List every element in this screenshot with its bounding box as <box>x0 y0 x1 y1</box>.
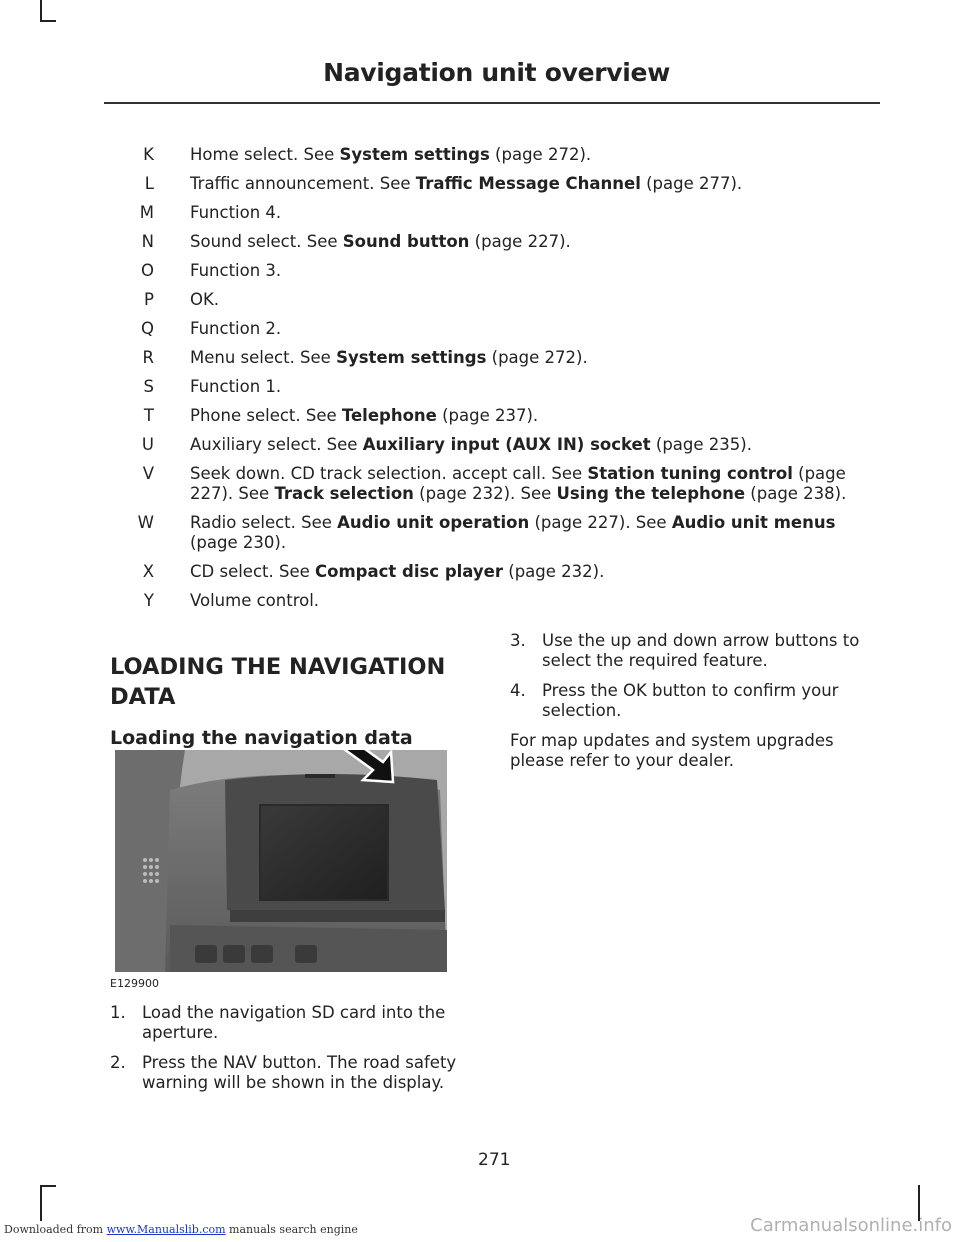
legend-description <box>190 319 880 339</box>
legend-text: (page 227). <box>469 232 571 251</box>
step-text: Load the navigation SD card into the aperture. <box>142 1003 446 1042</box>
cross-reference-link[interactable]: Using the telephone <box>556 484 746 503</box>
legend-text: Menu select. See <box>190 348 337 367</box>
image-code: E129900 <box>110 977 159 990</box>
cross-reference-link[interactable]: Auxiliary input (AUX IN) socket <box>362 435 651 454</box>
legend-text: (page 237). <box>436 406 539 425</box>
legend-row <box>104 319 884 339</box>
legend-description <box>190 261 880 281</box>
legend-description <box>190 591 880 611</box>
legend-key: U <box>141 435 154 454</box>
steps-right <box>510 631 880 721</box>
legend-key: S <box>143 377 154 396</box>
legend-key: Q <box>141 319 154 338</box>
legend-key: T <box>143 406 154 425</box>
legend-description <box>190 513 880 553</box>
legend-text: (page 232). <box>503 562 605 581</box>
title-rule <box>104 102 880 104</box>
crop-mark-top-left-horizontal <box>40 20 56 22</box>
legend-text: (page 272). <box>486 348 588 367</box>
legend-description <box>190 174 880 194</box>
legend-row <box>104 377 884 397</box>
legend-text: Function 1. <box>190 377 282 396</box>
legend-text: Phone select. See <box>190 406 342 425</box>
step-number: 1. <box>110 1003 126 1022</box>
legend-text: Seek down. CD track selection. accept call. See <box>190 464 588 483</box>
legend-description <box>190 406 880 426</box>
legend-description <box>190 435 880 455</box>
legend-text: (page 272). <box>489 145 592 164</box>
legend-key: V <box>142 464 154 483</box>
legend-key: P <box>144 290 154 309</box>
cross-reference-link[interactable]: Audio unit menus <box>671 513 836 532</box>
legend-row <box>104 435 884 455</box>
page-title: Navigation unit overview <box>323 58 670 87</box>
legend-key: L <box>144 174 154 193</box>
legend-text: Auxiliary select. See <box>190 435 363 454</box>
legend-description <box>190 203 880 223</box>
legend-row <box>104 513 884 553</box>
footer-suffix: manuals search engine <box>225 1223 358 1236</box>
legend-text: Sound select. See <box>190 232 343 251</box>
cross-reference-link[interactable]: Compact disc player <box>315 562 504 581</box>
section-heading: LOADING THE NAVIGATION DATA <box>110 654 446 710</box>
steps-left <box>110 1003 475 1103</box>
legend-row <box>104 203 884 223</box>
footer-download-note <box>4 1223 358 1236</box>
cross-reference-link[interactable]: Track selection <box>274 484 414 503</box>
legend-description <box>190 348 880 368</box>
legend-text: CD select. See <box>190 562 316 581</box>
step-item <box>510 681 880 721</box>
legend-row <box>104 232 884 252</box>
legend-key: N <box>141 232 154 251</box>
step-number: 3. <box>510 631 526 650</box>
section-subheading: Loading the navigation data <box>110 727 413 749</box>
legend-text: (page 227). See <box>190 464 846 503</box>
legend-description <box>190 145 880 165</box>
legend-row <box>104 174 884 194</box>
legend-key: R <box>142 348 154 367</box>
legend-key: X <box>142 562 154 581</box>
legend-description <box>190 232 880 252</box>
legend-description <box>190 562 880 582</box>
legend-text: Traffic announcement. See <box>190 174 416 193</box>
legend-key: O <box>141 261 154 280</box>
legend-description <box>190 377 880 397</box>
manualslib-link[interactable]: www.Manualslib.com <box>106 1223 226 1236</box>
crop-mark-bottom-left-horizontal <box>40 1185 56 1187</box>
legend-key: M <box>139 203 154 222</box>
step-number: 2. <box>110 1053 126 1072</box>
legend-text: Function 2. <box>190 319 282 338</box>
crop-mark-top-left-vertical <box>40 0 42 22</box>
legend-row <box>104 145 884 165</box>
cross-reference-link[interactable]: Traffic Message Channel <box>415 174 641 193</box>
legend-text: (page 232). See <box>413 484 557 503</box>
legend-text: (page 227). See <box>529 513 672 532</box>
step-item <box>110 1003 475 1043</box>
legend-row <box>104 562 884 582</box>
legend-text: Function 4. <box>190 203 282 222</box>
step-text: Use the up and down arrow buttons to select the required feature. <box>542 631 860 670</box>
legend-description <box>190 290 880 310</box>
legend-row <box>104 591 884 611</box>
legend-text: (page 238). <box>745 484 847 503</box>
cross-reference-link[interactable]: Station tuning control <box>587 464 793 483</box>
legend-list <box>104 145 884 620</box>
legend-text: OK. <box>190 290 220 309</box>
legend-text: (page 235). <box>650 435 752 454</box>
crop-mark-bottom-left-vertical <box>40 1185 42 1221</box>
cross-reference-link[interactable]: System settings <box>339 145 490 164</box>
legend-text: Home select. See <box>190 145 340 164</box>
legend-key: W <box>137 513 154 532</box>
legend-key: Y <box>143 591 154 610</box>
step-text: Press the NAV button. The road safety warning will be shown in the display. <box>142 1053 457 1092</box>
legend-row <box>104 261 884 281</box>
legend-text: (page 230). <box>190 533 287 552</box>
legend-row <box>104 406 884 426</box>
page-number: 271 <box>478 1150 511 1170</box>
legend-text: (page 277). <box>640 174 743 193</box>
legend-row <box>104 290 884 310</box>
watermark: Carmanualsonline.info <box>750 1215 952 1236</box>
legend-description <box>190 464 880 504</box>
step-item <box>110 1053 475 1093</box>
cross-reference-link[interactable]: Sound button <box>342 232 470 251</box>
dashboard-photo <box>115 750 447 972</box>
legend-text: Radio select. See <box>190 513 338 532</box>
legend-text: Volume control. <box>190 591 320 610</box>
legend-key: K <box>143 145 154 164</box>
cross-reference-link[interactable]: Audio unit operation <box>337 513 530 532</box>
steps-right-column <box>510 631 880 771</box>
footer-prefix: Downloaded from <box>4 1223 107 1236</box>
dealer-note: For map updates and system upgrades please refer to your dealer. <box>510 731 834 770</box>
cross-reference-link[interactable]: Telephone <box>341 406 437 425</box>
step-number: 4. <box>510 681 526 700</box>
legend-row <box>104 348 884 368</box>
step-item <box>510 631 880 671</box>
step-text: Press the OK button to confirm your selection. <box>542 681 839 720</box>
legend-row <box>104 464 884 504</box>
cross-reference-link[interactable]: System settings <box>336 348 487 367</box>
legend-text: Function 3. <box>190 261 282 280</box>
